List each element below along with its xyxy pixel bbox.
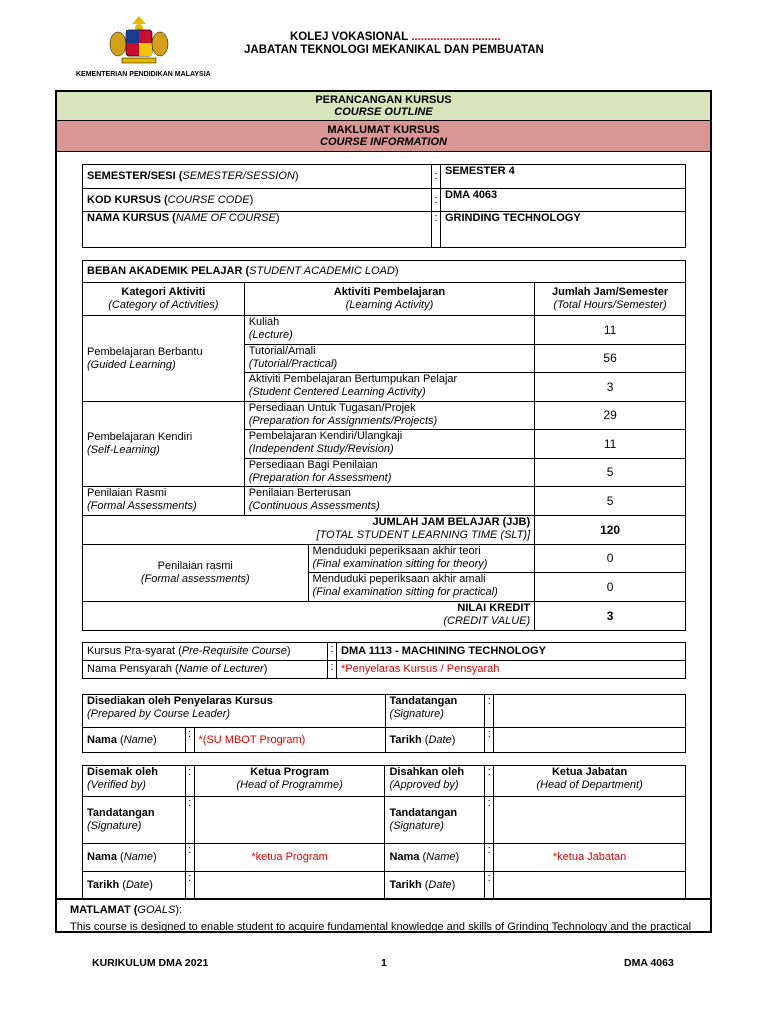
continuous-label: Penilaian Berterusan [248, 487, 351, 499]
assess-prep-hours: 5 [535, 459, 686, 487]
paren: ) [451, 733, 456, 746]
outline-title-en: COURSE OUTLINE [334, 106, 433, 118]
load-title-en: STUDENT ACADEMIC LOAD [249, 265, 395, 277]
prepared-signature-field[interactable] [494, 695, 686, 728]
colon: : [185, 766, 194, 797]
table-row [83, 402, 686, 430]
college-dots: ............................ [408, 31, 501, 43]
credit-row [83, 602, 686, 631]
table-row [83, 545, 686, 573]
slt-row [83, 516, 686, 545]
credit-label: NILAI KREDIT [457, 602, 531, 614]
exam-theory-label: Menduduki peperiksaan akhir teori [312, 545, 481, 557]
approve-date-label: Tarikh [389, 878, 422, 891]
college-line [290, 31, 501, 43]
verify-name-label-en: Name [123, 851, 154, 863]
footer-right: DMA 4063 [624, 957, 674, 969]
prereq-value: DMA 1113 - MACHINING TECHNOLOGY [337, 643, 686, 661]
scl-label: Aktiviti Pembelajaran Bertumpukan Pelajar [248, 373, 458, 385]
col1-header-en: (Category of Activities) [108, 299, 219, 311]
goals-text: This course is designed to enable student to acquire fundamental knowledge and skills of Grinding Technology and the practical [70, 921, 692, 933]
lecturer-label-en: Name of Lecturer [178, 663, 264, 675]
colon: : [485, 844, 494, 872]
lecturer-value: *Penyelaras Kursus / Pensyarah [337, 661, 686, 679]
load-header-row [83, 283, 686, 316]
checked-label: Disemak oleh [87, 766, 158, 778]
colon: : [485, 695, 494, 728]
colon: : [432, 189, 441, 212]
paren: ) [149, 878, 153, 891]
prepared-table [82, 694, 686, 753]
guided-label-en: (Guided Learning) [87, 358, 176, 371]
prepared-label-en: (Prepared by Course Leader) [87, 708, 231, 720]
page-number: 1 [381, 957, 387, 969]
col1-header: Kategori Aktiviti [121, 286, 206, 298]
verify-signature-row [83, 797, 686, 844]
verify-signature-label: Tandatangan [87, 807, 155, 819]
goals-divider [57, 898, 710, 900]
formal2-label-en: (Formal assessments) [140, 573, 250, 585]
prep-hours: 29 [535, 402, 686, 430]
tutorial-hours: 56 [535, 345, 686, 373]
col3-header-en: (Total Hours/Semester) [553, 299, 667, 311]
colon: : [432, 165, 441, 189]
hop-date-field[interactable] [194, 872, 385, 899]
semester-label-en: SEMESTER/SESSION [182, 170, 295, 182]
exam-practical-hours: 0 [535, 573, 686, 602]
lecture-hours: 11 [535, 316, 686, 345]
colon: : [485, 797, 494, 844]
load-title: BEBAN AKADEMIK PELAJAR ( [87, 265, 250, 277]
exam-theory-label-en: (Final examination sitting for theory) [312, 558, 488, 570]
name-value: GRINDING TECHNOLOGY [441, 212, 686, 248]
tutorial-label-en: (Tutorial/Practical) [248, 358, 338, 370]
verify-header-row [83, 766, 686, 797]
colon: : [485, 872, 494, 899]
colon: : [185, 844, 194, 872]
hop-signature-field[interactable] [194, 797, 385, 844]
prepared-signature-label: Tandatangan [389, 695, 458, 707]
hop-name-value: *ketua Program [194, 844, 385, 872]
paren: ) [153, 733, 157, 746]
outline-title: PERANCANGAN KURSUS [315, 94, 452, 106]
ministry-name: KEMENTERIAN PENDIDIKAN MALAYSIA [76, 71, 211, 78]
approve-signature-label-en: (Signature) [389, 820, 444, 832]
code-row [83, 189, 686, 212]
lecturer-row [83, 661, 686, 679]
info-title: MAKLUMAT KURSUS [327, 124, 440, 136]
verify-signature-label-en: (Signature) [87, 820, 142, 832]
colon: : [485, 766, 494, 797]
verification-table [82, 765, 686, 899]
indep-hours: 11 [535, 430, 686, 459]
assess-prep-label-en: (Preparation for Assessment) [248, 472, 392, 484]
verify-date-label-en: Date [125, 878, 150, 891]
colon: : [185, 728, 194, 753]
tutorial-label: Tutorial/Amali [248, 345, 316, 357]
prepared-name-label-en: Name [123, 733, 154, 746]
colon: : [328, 643, 337, 661]
verify-name-row: Nama (Name) : *ketua Program Nama (Name) : *ketua Jabatan [83, 844, 686, 872]
formal-label: Penilaian Rasmi [87, 487, 167, 499]
colon: : [485, 728, 494, 753]
lecture-label-en: (Lecture) [248, 329, 293, 341]
goals-label: MATLAMAT ( [70, 904, 138, 916]
paren: ) [286, 645, 291, 657]
table-row [83, 316, 686, 345]
footer-left: KURIKULUM DMA 2021 [92, 957, 209, 969]
credit-value: 3 [535, 602, 686, 631]
exam-practical-label: Menduduki peperiksaan akhir amali [312, 573, 486, 585]
goals-heading [70, 904, 182, 916]
approve-date-label-en: Date [428, 878, 452, 891]
approve-name-label-en: Name [426, 851, 456, 863]
hod-label: Ketua Jabatan [551, 766, 628, 778]
checked-label-en: (Verified by) [87, 779, 146, 791]
slt-value: 120 [535, 516, 686, 545]
prereq-row [83, 643, 686, 661]
prereq-label-en: Pre-Requisite Course [181, 645, 287, 657]
prepared-row [83, 695, 686, 728]
info-title-en: COURSE INFORMATION [320, 136, 447, 148]
credit-label-en: (CREDIT VALUE) [443, 615, 531, 627]
paren: ) [263, 663, 268, 675]
lecture-label: Kuliah [248, 316, 280, 328]
prepared-name-value: *(SU MBOT Program) [194, 728, 385, 753]
hod-label-en: (Head of Department) [536, 779, 643, 791]
continuous-label-en: (Continuous Assessments) [248, 500, 380, 512]
code-label-en: COURSE CODE [167, 193, 250, 206]
paren: ) [294, 170, 299, 182]
prepared-signature-label-en: (Signature) [389, 708, 444, 720]
exam-theory-hours: 0 [535, 545, 686, 573]
colon: : [185, 872, 194, 899]
table-row [83, 487, 686, 516]
continuous-hours: 5 [535, 487, 686, 516]
hop-label: Ketua Program [250, 766, 329, 778]
prepared-date-label-en: Date [428, 733, 452, 746]
col2-header-en: (Learning Activity) [345, 299, 434, 311]
colon: : [432, 212, 441, 248]
prepared-date-label: Tarikh [389, 733, 422, 746]
hod-name-value: *ketua Jabatan [494, 844, 686, 872]
semester-value: SEMESTER 4 [441, 165, 686, 189]
prereq-label: Kursus Pra-syarat ( [87, 645, 182, 657]
verify-date-row: Tarikh (Date) : Tarikh (Date) : [83, 872, 686, 899]
col2-header: Aktiviti Pembelajaran [333, 286, 446, 298]
approve-name-label: Nama [389, 851, 420, 863]
scl-hours: 3 [535, 373, 686, 402]
approved-label-en: (Approved by) [389, 779, 459, 791]
formal2-label: Penilaian rasmi [157, 560, 233, 572]
self-label: Pembelajaran Kendiri [87, 431, 193, 443]
name-label: NAMA KURSUS ( [87, 212, 176, 224]
prep-label: Persediaan Untuk Tugasan/Projek [248, 402, 416, 414]
guided-label: Pembelajaran Berbantu [87, 345, 203, 358]
verify-date-label: Tarikh [87, 878, 120, 891]
department: JABATAN TEKNOLOGI MEKANIKAL DAN PEMBUATAN [244, 44, 544, 56]
prepared-label: Disediakan oleh Penyelaras Kursus [87, 695, 273, 707]
slt-label: JUMLAH JAM BELAJAR (JJB) [372, 516, 531, 528]
slt-label-en: [TOTAL STUDENT LEARNING TIME (SLT)] [316, 529, 531, 541]
approved-label: Disahkan oleh [389, 766, 465, 778]
self-label-en: (Self-Learning) [87, 444, 160, 456]
scl-label-en: (Student Centered Learning Activity) [248, 386, 426, 398]
academic-load-table [82, 260, 686, 631]
code-label: KOD KURSUS ( [87, 193, 168, 206]
name-row [83, 212, 686, 248]
paren: ): [175, 904, 183, 916]
semester-label: SEMESTER/SESI ( [87, 170, 183, 182]
course-info-band [57, 121, 710, 152]
paren: ) [249, 193, 254, 206]
lecturer-label: Nama Pensyarah ( [87, 663, 179, 675]
goals-label-en: GOALS [137, 904, 176, 916]
hod-signature-field[interactable] [494, 797, 686, 844]
course-info-table [82, 164, 686, 248]
paren: ) [455, 851, 460, 863]
name-label-en: NAME OF COURSE [175, 212, 276, 224]
load-title-row [83, 261, 686, 283]
college-label: KOLEJ VOKASIONAL [290, 31, 408, 43]
code-value: DMA 4063 [441, 189, 686, 212]
hop-label-en: (Head of Programme) [236, 779, 343, 791]
colon: : [328, 661, 337, 679]
prepared-name-label: Nama [87, 733, 117, 746]
hod-date-field[interactable] [494, 872, 686, 899]
paren: ) [451, 878, 456, 891]
verify-name-label: Nama [87, 851, 117, 863]
prepared-name-row: Nama (Name) : *(SU MBOT Program) Tarikh (Date) : [83, 728, 686, 753]
colon: : [185, 797, 194, 844]
formal-label-en: (Formal Assessments) [87, 500, 197, 512]
crest-logo [104, 14, 174, 70]
approve-signature-label: Tandatangan [389, 807, 458, 819]
indep-label-en: (Independent Study/Revision) [248, 443, 394, 455]
semester-row [83, 165, 686, 189]
paren: ) [394, 265, 399, 277]
paren: ) [275, 212, 280, 224]
prepared-date-field[interactable] [494, 728, 686, 753]
indep-label: Pembelajaran Kendiri/Ulangkaji [248, 430, 403, 442]
prereq-table [82, 642, 686, 679]
col3-header: Jumlah Jam/Semester [551, 286, 669, 298]
assess-prep-label: Persediaan Bagi Penilaian [248, 459, 378, 471]
prep-label-en: (Preparation for Assignments/Projects) [248, 415, 438, 427]
exam-practical-label-en: (Final examination sitting for practical) [312, 586, 498, 598]
paren: ) [153, 851, 157, 863]
course-outline-band [57, 92, 710, 121]
